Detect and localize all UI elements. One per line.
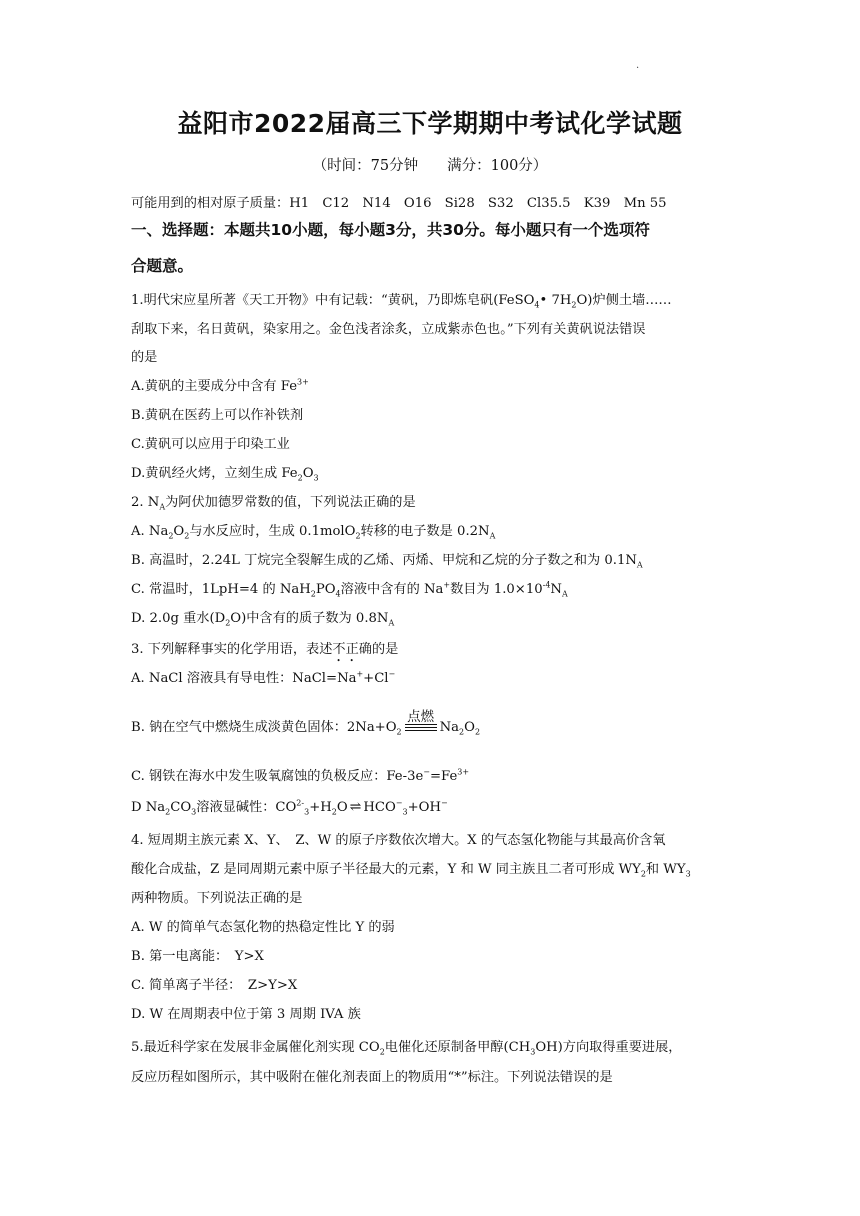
- equilibrium-arrow-icon: ⇌: [349, 799, 362, 815]
- q2-option-d: D. 2.0g 重水$(D_2O)$中含有的质子数为 $0.8N_A$: [131, 611, 395, 628]
- q1-stem-line2: 刮取下来，名日黄矾，染家用之。金色浅者涂炙，立成紫赤色也。”下列有关黄矾说法错误: [131, 322, 646, 337]
- reaction-condition-arrow: [403, 708, 439, 735]
- q1-option-d: D.黄矾经火烤，立刻生成 $Fe_2O_3$: [131, 466, 319, 483]
- q1-stem-line3: 的是: [131, 350, 158, 365]
- q3-option-c: C. 钢铁在海水中发生吸氧腐蚀的负极反应：$Fe-3e^-=Fe^{3+}$: [131, 767, 470, 784]
- q2-option-b: B. 高温时，2.24L 丁烷完全裂解生成的乙烯、丙烯、甲烷和乙烷的分子数之和为 $0.1N_A$: [131, 553, 643, 570]
- exam-time-score: （时间：75分钟 满分：100分）: [312, 158, 548, 174]
- page-title: 益阳市2022届高三下学期期中考试化学试题: [177, 109, 683, 138]
- q1-option-a: A.黄矾的主要成分中含有 $Fe^{3+}$: [131, 377, 309, 394]
- q3-stem: 3. 下列解释事实的化学用语，表述不正确的是: [131, 642, 399, 657]
- section-heading: 一、选择题：本题共10小题，每小题3分，共30分。每小题只有一个选项符: [131, 221, 650, 239]
- emphasized-text: 不正: [332, 642, 359, 657]
- q4-option-d: D. W 在周期表中位于第 3 周期 IVA 族: [131, 1007, 361, 1022]
- q4-option-a: A. W 的简单气态氢化物的热稳定性比 Y 的弱: [131, 920, 395, 935]
- q3-option-a: A. NaCl 溶液具有导电性：NaCl=Na++Cl−: [131, 669, 396, 686]
- q5-stem-line1: 5.最近科学家在发展非金属催化剂实现 $CO_2$电催化还原制备甲醇$(CH_3OH)$方向取得重要进展，: [131, 1040, 682, 1057]
- q3-option-d: D $Na_2CO_3$溶液显碱性：$CO^{2-}_3+H_2O$ ⇌ $HCO^-_3+OH^-$: [131, 798, 448, 817]
- q2-stem: 2. $N_A$为阿伏加德罗常数的值，下列说法正确的是: [131, 495, 416, 512]
- q1-option-c: C.黄矾可以应用于印染工业: [131, 437, 290, 452]
- q2-option-a: A. $Na_2O_2$与水反应时，生成 0.1molO$_2$转移的电子数是 $0.2N_A$: [131, 524, 496, 541]
- q4-stem-line1: 4. 短周期主族元素 X、Y、 Z、W 的原子序数依次增大。X 的气态氢化物能与其最高价含氧: [131, 833, 666, 848]
- section-heading-cont: 合题意。: [131, 257, 194, 275]
- q4-stem-line2: 酸化合成盐，Z 是同周期元素中原子半径最大的元素，Y 和 W 同主族且二者可形成 $WY_2$和 $WY_3$: [131, 862, 691, 879]
- atomic-masses: 可能用到的相对原子质量：H1 C12 N14 O16 Si28 S32 Cl35.5 K39 Mn 55: [131, 196, 667, 211]
- q3-option-b: B. 钠在空气中燃烧生成淡黄色固体：$2Na+O_2$ 点燃 $Na_2O_2$: [131, 716, 480, 737]
- q5-stem-line2: 反应历程如图所示，其中吸附在催化剂表面上的物质用“*”标注。下列说法错误的是: [131, 1070, 613, 1085]
- ignition-label: 点燃: [407, 708, 435, 725]
- q4-option-b: B. 第一电离能： Y>X: [131, 949, 264, 964]
- q4-option-c: C. 简单离子半径： Z>Y>X: [131, 978, 298, 993]
- q1-option-b: B.黄矾在医药上可以作补铁剂: [131, 408, 304, 423]
- q4-stem-line3: 两种物质。下列说法正确的是: [131, 891, 303, 906]
- corner-dot: .: [636, 60, 640, 71]
- q1-stem-line1: 1.明代宋应星所著《天工开物》中有记载：“黄矾，乃即炼皂矾(FeSO$_4$• $7H_2O$)炉侧土墙……: [131, 293, 672, 310]
- q2-option-c: C. 常温时，1LpH=4 的 $NaH_2PO_4$溶液中含有的 Na+数目为 $1.0\times 10^{-4}N_A$: [131, 580, 568, 599]
